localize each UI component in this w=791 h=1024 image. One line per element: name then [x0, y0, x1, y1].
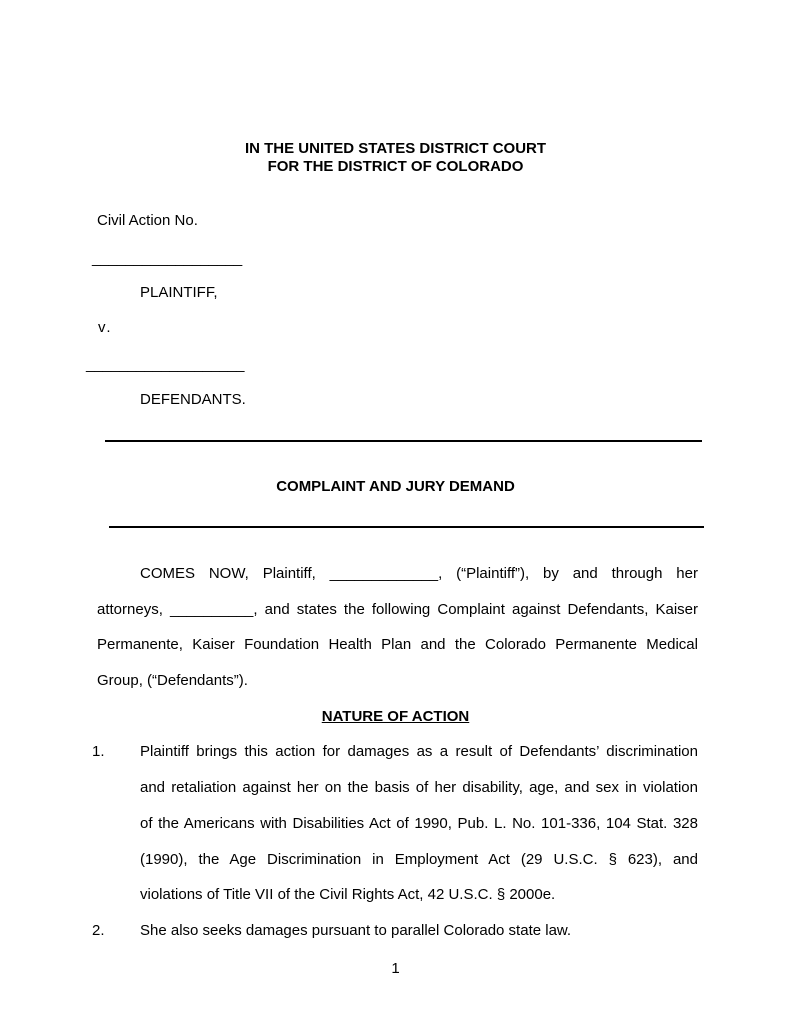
defendants-label: DEFENDANTS. — [140, 391, 246, 408]
paragraph-1-line-5: violations of Title VII of the Civil Rights Act, 42 U.S.C. § 2000e. — [140, 886, 556, 903]
intro-line-3: Permanente, Kaiser Foundation Health Plan and the Colorado Permanente Medical — [97, 636, 698, 653]
document-title: COMPLAINT AND JURY DEMAND — [276, 478, 515, 495]
plaintiff-name-blank: __________________ — [92, 250, 243, 267]
paragraph-2-number: 2. — [92, 922, 105, 939]
plaintiff-label: PLAINTIFF, — [140, 284, 218, 301]
section-heading-nature-of-action: NATURE OF ACTION — [321, 708, 470, 725]
title-top-rule — [105, 440, 702, 442]
paragraph-1-line-1: Plaintiff brings this action for damages as a result of Defendants’ discrimination — [140, 743, 698, 760]
page-number: 1 — [391, 960, 400, 977]
versus-label: v. — [98, 319, 113, 336]
paragraph-1-line-4: (1990), the Age Discrimination in Employment Act (29 U.S.C. § 623), and — [140, 851, 698, 868]
defendant-name-blank: ___________________ — [86, 356, 245, 373]
paragraph-1-number: 1. — [92, 743, 105, 760]
paragraph-1-line-2: and retaliation against her on the basis of her disability, age, and sex in violation — [140, 779, 698, 796]
court-name-line1: IN THE UNITED STATES DISTRICT COURT — [244, 140, 547, 157]
paragraph-1-line-3: of the Americans with Disabilities Act of 1990, Pub. L. No. 101-336, 104 Stat. 328 — [140, 815, 698, 832]
court-name-line2: FOR THE DISTRICT OF COLORADO — [267, 158, 524, 175]
intro-line-4: Group, (“Defendants”). — [97, 672, 248, 689]
intro-line-1: COMES NOW, Plaintiff, _____________, (“Plaintiff”), by and through her — [140, 565, 698, 582]
intro-line-2: attorneys, __________, and states the following Complaint against Defendants, Kaiser — [97, 601, 698, 618]
paragraph-2-line-1: She also seeks damages pursuant to parallel Colorado state law. — [140, 922, 572, 939]
civil-action-number: Civil Action No. — [97, 212, 198, 229]
title-bottom-rule — [109, 526, 704, 528]
